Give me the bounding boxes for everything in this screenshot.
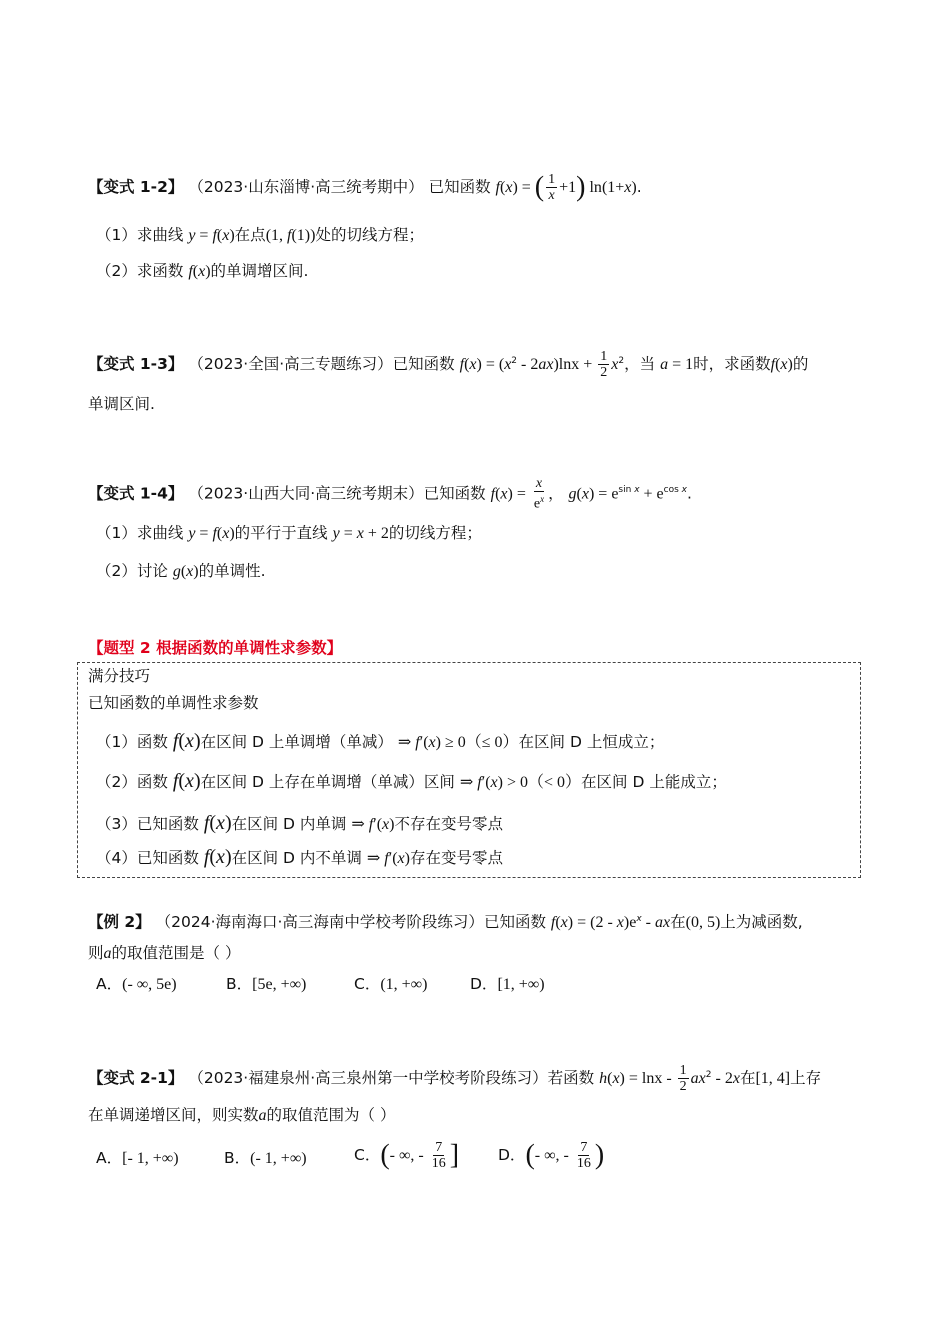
variant-2-1-stem: 【变式 2-1】 （2023·福建泉州·高三泉州第一中学校考阶段练习）若函数 h(x) = lnx - $\frac{1}{2}$ $ax^2 - 2x$在[1, 4]上存: [88, 1063, 822, 1095]
tips-subtitle: 已知函数的单调性求参数: [88, 694, 259, 712]
tips-item-1: （1）函数 f(x)在区间 D 上单调增（单减） ⇒ f′(x) ≥ 0（≤ 0）在区间 D 上恒成立；: [96, 730, 665, 752]
tips-title: 满分技巧: [88, 667, 151, 685]
variant-1-4-stem: 【变式 1-4】 （2023·山西大同·高三统考期末）已知函数 f(x) = $\frac{x}{e^x}$ ， $g(x) = e^{sin x} + e^{cos x}$.: [88, 476, 692, 512]
variant-1-3-line2: 单调区间.: [88, 395, 155, 413]
option-a[interactable]: A．(- ∞, 5e): [96, 975, 177, 993]
section-heading: 【题型 2 根据函数的单调性求参数】: [88, 639, 343, 657]
variant-tag: 【变式 1-4】: [88, 484, 184, 503]
formula: f: [495, 179, 500, 196]
option-d[interactable]: D．[1, +∞): [470, 975, 545, 993]
stem-text: 已知函数: [428, 178, 491, 196]
variant-1-3-stem: 【变式 1-3】 （2023·全国·高三专题练习）已知函数 $f(x) = (x^2 - 2ax)\ln x$ + $\frac{1}{2}$ $x^2$，当 a = 1时，求函数f(x)的: [88, 349, 809, 381]
example-2-stem: 【例 2】 （2024·海南海口·高三海南中学校考阶段练习）已知函数 $f(x) = (2 - x)e^x$ - ax在(0, 5)上为减函数,: [88, 913, 803, 932]
example-2-line2: 则a的取值范围是（ ）: [88, 944, 241, 962]
variant-1-2-q1: （1）求曲线 y = f(x)在点(1, f(1))处的切线方程；: [96, 226, 424, 244]
variant-1-2-q2: （2）求函数 f(x)的单调增区间.: [96, 262, 309, 280]
tips-item-2: （2）函数 f(x)在区间 D 上存在单调增（单减）区间 ⇒ f′(x) > 0（< 0）在区间 D 上能成立；: [96, 770, 727, 792]
source-note: （2023·山东淄博·高三统考期中）: [188, 178, 424, 196]
option-a[interactable]: A．[- 1, +∞): [96, 1149, 179, 1167]
variant-1-2-stem: 【变式 1-2】 （2023·山东淄博·高三统考期中） 已知函数 f(x) = ( $\frac{1}{x}$ +1) ln(1+x).: [88, 171, 642, 203]
option-c[interactable]: C．(- ∞, - $\frac{7}{16}$ ]: [354, 1139, 460, 1171]
variant-tag: 【变式 1-2】: [88, 178, 184, 196]
variant-1-4-q1: （1）求曲线 y = f(x)的平行于直线 y = x + 2的切线方程；: [96, 524, 482, 542]
option-b[interactable]: B．(- 1, +∞): [224, 1149, 307, 1167]
tips-item-4: （4）已知函数 f(x)在区间 D 内不单调 ⇒ f′(x)存在变号零点: [96, 846, 503, 868]
variant-1-4-q2: （2）讨论 g(x)的单调性.: [96, 562, 266, 580]
variant-tag: 【变式 1-3】: [88, 355, 184, 374]
tips-item-3: （3）已知函数 f(x)在区间 D 内单调 ⇒ f′(x)不存在变号零点: [96, 812, 503, 834]
variant-2-1-line2: 在单调递增区间，则实数a的取值范围为（ ）: [88, 1106, 396, 1124]
option-c[interactable]: C．(1, +∞): [354, 975, 428, 993]
option-b[interactable]: B．[5e, +∞): [226, 975, 307, 993]
option-d[interactable]: D．(- ∞, - $\frac{7}{16}$ ): [498, 1139, 605, 1171]
